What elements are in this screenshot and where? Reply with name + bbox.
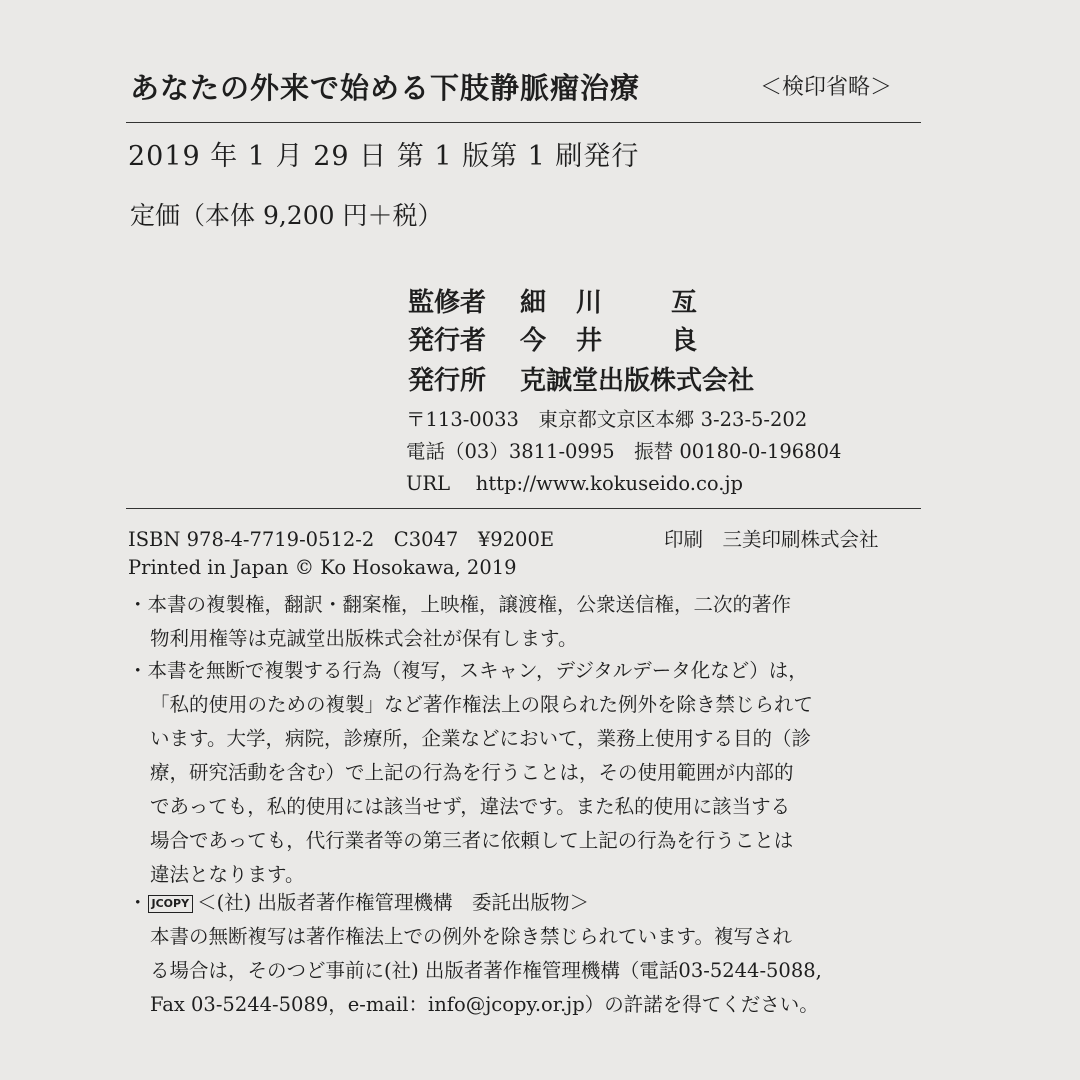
notice-line: 違法となります。 xyxy=(150,863,305,886)
jcopy-logo: JCOPY xyxy=(148,895,194,913)
bullet: ・ xyxy=(128,891,148,914)
notice-line: ・本書を無断で複製する行為（複写，スキャン，デジタルデータ化など）は， xyxy=(128,659,808,682)
notice-line: います。大学，病院，診療所，企業などにおいて，業務上使用する目的（診 xyxy=(150,727,812,750)
notice-unauthorized-copying xyxy=(128,654,918,892)
notice-line: Fax 03-5244-5089，e-mail：info@jcopy.or.jp）の許諾を得てください。 xyxy=(150,993,819,1016)
issuer-name: 今 井 良 xyxy=(520,326,700,356)
supervisor-role: 監修者 xyxy=(408,288,487,318)
publisher-url: URL http://www.kokuseido.co.jp xyxy=(406,472,743,495)
notice-jcopy xyxy=(128,886,918,1022)
publisher-name: 克誠堂出版株式会社 xyxy=(520,366,755,396)
stamp-omitted-note: ＜検印省略＞ xyxy=(760,75,893,100)
publisher-role: 発行所 xyxy=(408,366,487,396)
edition-line: 2019 年 1 月 29 日 第 1 版第 1 刷発行 xyxy=(128,141,640,172)
isbn-line: ISBN 978-4-7719-0512-2 C3047 ¥9200E xyxy=(128,528,555,551)
notice-line: であっても，私的使用には該当せず，違法です。また私的使用に該当する xyxy=(150,795,791,818)
notice-line: 場合であっても，代行業者等の第三者に依頼して上記の行為を行うことは xyxy=(150,829,794,852)
supervisor-name: 細 川 亙 xyxy=(520,288,700,318)
notice-line: る場合は，そのつど事前に(社) 出版者著作権管理機構（電話03-5244-5088, xyxy=(150,959,822,982)
publisher-phone: 電話（03）3811-0995 振替 00180-0-196804 xyxy=(406,440,842,463)
issuer-role: 発行者 xyxy=(408,326,487,356)
bottom-divider xyxy=(126,508,921,509)
copyright-line: Printed in Japan © Ko Hosokawa, 2019 xyxy=(128,556,517,579)
printer-line: 印刷 三美印刷株式会社 xyxy=(664,528,879,551)
notice-line: 本書の無断複写は著作権法上での例外を除き禁じられています。複写され xyxy=(150,925,792,948)
price-line: 定価（本体 9,200 円＋税） xyxy=(130,201,443,230)
notice-line: 「私的使用のための複製」など著作権法上の限られた例外を除き禁じられて xyxy=(150,693,814,716)
jcopy-heading-row xyxy=(128,886,918,920)
top-divider xyxy=(126,122,921,123)
publisher-address: 〒113-0033 東京都文京区本郷 3-23-5-202 xyxy=(406,408,808,431)
notice-line: ・本書の複製権，翻訳・翻案権，上映権，譲渡権，公衆送信権，二次的著作 xyxy=(128,593,792,616)
book-title: あなたの外来で始める下肢静脈瘤治療 xyxy=(130,71,641,105)
jcopy-heading: ＜(社) 出版者著作権管理機構 委託出版物＞ xyxy=(197,891,589,914)
notice-line: 療，研究活動を含む）で上記の行為を行うことは，その使用範囲が内部的 xyxy=(150,761,794,784)
notice-line: 物利用権等は克誠堂出版株式会社が保有します。 xyxy=(150,627,578,650)
notice-reproduction-rights xyxy=(128,588,918,656)
